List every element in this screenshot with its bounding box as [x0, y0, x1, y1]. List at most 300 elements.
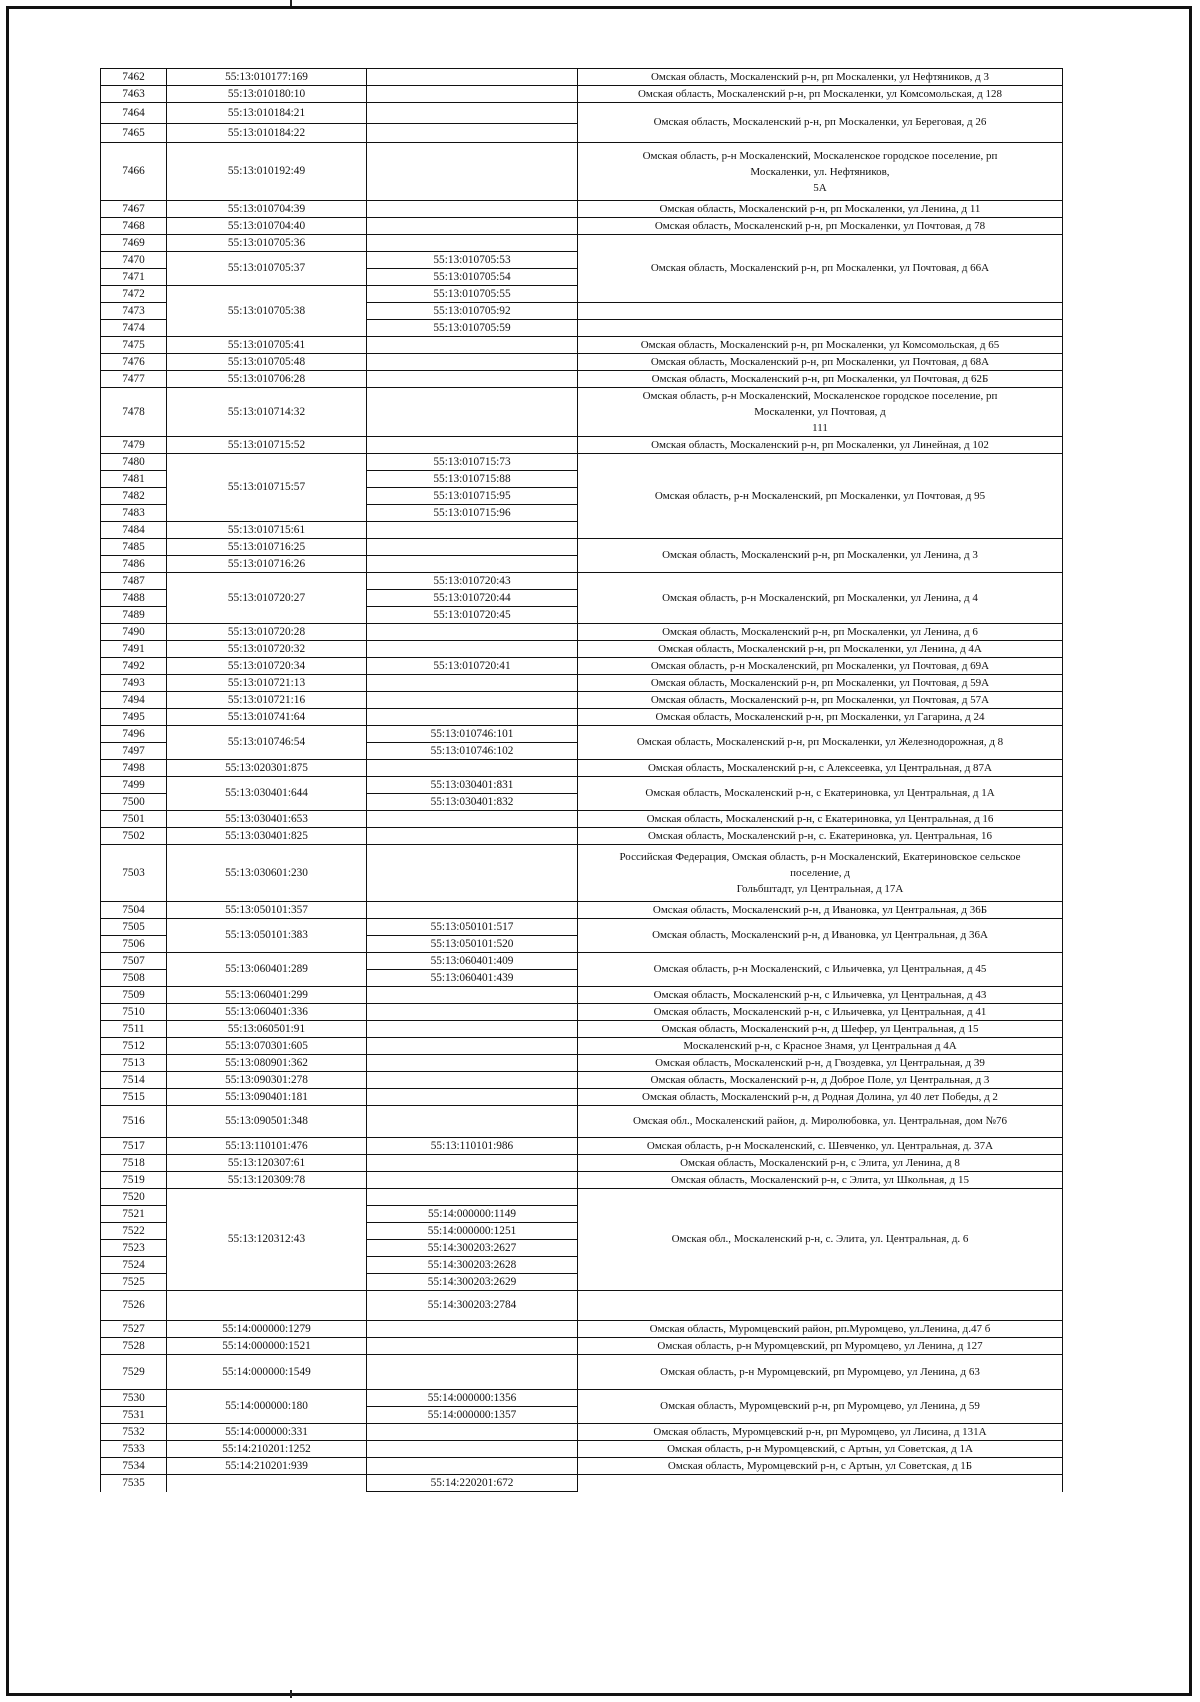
linked-cadastral-number: 55:13:010705:53 [367, 252, 578, 269]
cadastral-number: 55:13:010704:40 [167, 218, 367, 235]
linked-cadastral-number: 55:14:300203:2628 [367, 1257, 578, 1274]
table-row [101, 354, 1063, 371]
row-number: 7490 [101, 624, 167, 641]
table-row [101, 1072, 1063, 1089]
linked-cadastral-number [367, 1072, 578, 1089]
address-cell [578, 388, 1063, 437]
linked-cadastral-number: 55:14:300203:2627 [367, 1240, 578, 1257]
cadastral-number: 55:13:030401:644 [167, 777, 367, 811]
cadastral-number: 55:13:010716:26 [167, 556, 367, 573]
linked-cadastral-number: 55:13:060401:409 [367, 953, 578, 970]
linked-cadastral-number [367, 371, 578, 388]
cadastral-number: 55:13:010721:16 [167, 692, 367, 709]
row-number: 7484 [101, 522, 167, 539]
cadastral-number: 55:14:000000:1521 [167, 1338, 367, 1355]
address-cell: Омская область, Москаленский р-н, рп Москаленки, ул Ленина, д 11 [578, 201, 1063, 218]
cadastral-number: 55:14:210201:939 [167, 1458, 367, 1475]
linked-cadastral-number [367, 522, 578, 539]
linked-cadastral-number [367, 828, 578, 845]
address-cell: Омская область, Москаленский р-н, с Екатериновка, ул Центральная, д 16 [578, 811, 1063, 828]
table-row [101, 953, 1063, 970]
table-row [101, 1106, 1063, 1138]
linked-cadastral-number [367, 1441, 578, 1458]
row-number: 7485 [101, 539, 167, 556]
row-number: 7470 [101, 252, 167, 269]
cadastral-number: 55:13:010705:37 [167, 252, 367, 286]
table-row [101, 987, 1063, 1004]
row-number: 7487 [101, 573, 167, 590]
row-number: 7498 [101, 760, 167, 777]
cadastral-number: 55:13:120307:61 [167, 1155, 367, 1172]
row-number: 7468 [101, 218, 167, 235]
cadastral-number: 55:13:010192:49 [167, 143, 367, 201]
row-number: 7465 [101, 124, 167, 143]
row-number: 7516 [101, 1106, 167, 1138]
row-number: 7493 [101, 675, 167, 692]
address-cell: Омская область, Москаленский р-н, д Ивановка, ул Центральная, д 36Б [578, 902, 1063, 919]
linked-cadastral-number: 55:14:000000:1357 [367, 1407, 578, 1424]
table-row [101, 143, 1063, 201]
cadastral-number: 55:14:000000:180 [167, 1390, 367, 1424]
cadastral-number: 55:13:030601:230 [167, 845, 367, 902]
table-row [101, 1004, 1063, 1021]
row-number: 7483 [101, 505, 167, 522]
row-number: 7501 [101, 811, 167, 828]
table-row [101, 1089, 1063, 1106]
row-number: 7489 [101, 607, 167, 624]
table-row [101, 1138, 1063, 1155]
table-row [101, 658, 1063, 675]
linked-cadastral-number [367, 811, 578, 828]
row-number: 7533 [101, 1441, 167, 1458]
address-cell: Омская область, Москаленский р-н, рп Москаленки, ул Почтовая, д 68А [578, 354, 1063, 371]
row-number: 7525 [101, 1274, 167, 1291]
linked-cadastral-number [367, 1424, 578, 1441]
cadastral-number: 55:13:010715:57 [167, 454, 367, 522]
row-number: 7512 [101, 1038, 167, 1055]
row-number: 7478 [101, 388, 167, 437]
cadastral-number: 55:13:010720:28 [167, 624, 367, 641]
table-row [101, 1475, 1063, 1492]
address-cell: Омская область, р-н Москаленский, рп Москаленки, ул Почтовая, д 95 [578, 454, 1063, 539]
row-number: 7528 [101, 1338, 167, 1355]
row-number: 7473 [101, 303, 167, 320]
cadastral-number: 55:13:030401:825 [167, 828, 367, 845]
row-number: 7492 [101, 658, 167, 675]
table-row [101, 1021, 1063, 1038]
address-cell: Омская область, Москаленский р-н, рп Москаленки, ул Ленина, д 6 [578, 624, 1063, 641]
linked-cadastral-number [367, 69, 578, 86]
table-row [101, 1155, 1063, 1172]
address-cell [578, 303, 1063, 320]
linked-cadastral-number: 55:13:010715:96 [367, 505, 578, 522]
linked-cadastral-number: 55:13:060401:439 [367, 970, 578, 987]
linked-cadastral-number [367, 1155, 578, 1172]
row-number: 7515 [101, 1089, 167, 1106]
linked-cadastral-number: 55:13:010715:88 [367, 471, 578, 488]
row-number: 7477 [101, 371, 167, 388]
address-cell [578, 845, 1063, 902]
linked-cadastral-number [367, 641, 578, 658]
scan-tick-top [290, 0, 292, 6]
registry-body [101, 69, 1063, 1492]
table-row [101, 692, 1063, 709]
row-number: 7481 [101, 471, 167, 488]
address-cell: Омская область, Москаленский р-н, рп Москаленки, ул Почтовая, д 66А [578, 235, 1063, 303]
cadastral-number: 55:13:010180:10 [167, 86, 367, 103]
table-row [101, 454, 1063, 471]
address-cell: Омская область, Муромцевский район, рп.Муромцево, ул.Ленина, д.47 б [578, 1321, 1063, 1338]
address-cell [578, 1475, 1063, 1492]
linked-cadastral-number [367, 845, 578, 902]
address-cell: Омская область, Москаленский р-н, д Шефер, ул Центральная, д 15 [578, 1021, 1063, 1038]
row-number: 7508 [101, 970, 167, 987]
address-cell: Омская область, Москаленский р-н, рп Москаленки, ул Линейная, д 102 [578, 437, 1063, 454]
cadastral-number: 55:13:010184:21 [167, 103, 367, 124]
row-number: 7475 [101, 337, 167, 354]
table-row [101, 1055, 1063, 1072]
row-number: 7494 [101, 692, 167, 709]
address-cell: Омская область, Москаленский р-н, рп Москаленки, ул Комсомольская, д 65 [578, 337, 1063, 354]
table-row [101, 235, 1063, 252]
row-number: 7521 [101, 1206, 167, 1223]
table-row [101, 69, 1063, 86]
address-cell: Омская область, Москаленский р-н, рп Москаленки, ул Почтовая, д 59А [578, 675, 1063, 692]
table-row [101, 1458, 1063, 1475]
cadastral-number: 55:13:070301:605 [167, 1038, 367, 1055]
row-number: 7480 [101, 454, 167, 471]
linked-cadastral-number [367, 624, 578, 641]
table-row [101, 103, 1063, 124]
row-number: 7505 [101, 919, 167, 936]
row-number: 7462 [101, 69, 167, 86]
row-number: 7522 [101, 1223, 167, 1240]
row-number: 7496 [101, 726, 167, 743]
linked-cadastral-number [367, 337, 578, 354]
row-number: 7502 [101, 828, 167, 845]
linked-cadastral-number [367, 354, 578, 371]
row-number: 7499 [101, 777, 167, 794]
cadastral-number: 55:13:080901:362 [167, 1055, 367, 1072]
linked-cadastral-number: 55:13:010720:43 [367, 573, 578, 590]
linked-cadastral-number: 55:13:010715:95 [367, 488, 578, 505]
row-number: 7464 [101, 103, 167, 124]
cadastral-number: 55:14:000000:331 [167, 1424, 367, 1441]
address-cell: Омская область, Москаленский р-н, с Элита, ул Школьная, д 15 [578, 1172, 1063, 1189]
row-number: 7513 [101, 1055, 167, 1072]
table-row [101, 1189, 1063, 1206]
linked-cadastral-number: 55:13:030401:831 [367, 777, 578, 794]
address-cell [578, 143, 1063, 201]
linked-cadastral-number [367, 1055, 578, 1072]
cadastral-number: 55:13:060401:299 [167, 987, 367, 1004]
linked-cadastral-number: 55:13:010715:73 [367, 454, 578, 471]
address-cell: Омская область, р-н Муромцевский, рп Муромцево, ул Ленина, д 127 [578, 1338, 1063, 1355]
address-line: Москаленки, ул. Нефтяников, [750, 165, 890, 178]
table-row [101, 902, 1063, 919]
cadastral-number: 55:13:010714:32 [167, 388, 367, 437]
linked-cadastral-number: 55:13:050101:517 [367, 919, 578, 936]
linked-cadastral-number: 55:13:050101:520 [367, 936, 578, 953]
table-row [101, 337, 1063, 354]
cadastral-number: 55:13:020301:875 [167, 760, 367, 777]
cadastral-number: 55:13:010715:61 [167, 522, 367, 539]
cadastral-number: 55:13:060401:289 [167, 953, 367, 987]
linked-cadastral-number [367, 235, 578, 252]
table-row [101, 1172, 1063, 1189]
address-line: 5А [813, 181, 827, 194]
linked-cadastral-number [367, 103, 578, 124]
address-cell: Омская область, Москаленский р-н, рп Москаленки, ул Комсомольская, д 128 [578, 86, 1063, 103]
row-number: 7469 [101, 235, 167, 252]
row-number: 7529 [101, 1355, 167, 1390]
row-number: 7517 [101, 1138, 167, 1155]
linked-cadastral-number: 55:14:000000:1149 [367, 1206, 578, 1223]
cadastral-number: 55:13:010705:36 [167, 235, 367, 252]
row-number: 7509 [101, 987, 167, 1004]
cadastral-number: 55:14:210201:1252 [167, 1441, 367, 1458]
address-cell: Омская область, р-н Москаленский, с. Шевченко, ул. Центральная, д. 37А [578, 1138, 1063, 1155]
row-number: 7534 [101, 1458, 167, 1475]
table-row [101, 1338, 1063, 1355]
cadastral-number: 55:13:010705:41 [167, 337, 367, 354]
linked-cadastral-number: 55:13:010746:102 [367, 743, 578, 760]
table-row [101, 388, 1063, 437]
table-row [101, 828, 1063, 845]
row-number: 7472 [101, 286, 167, 303]
address-cell: Омская обл., Москаленский р-н, с. Элита, ул. Центральная, д. 6 [578, 1189, 1063, 1291]
table-row [101, 201, 1063, 218]
table-row [101, 919, 1063, 936]
table-row [101, 218, 1063, 235]
row-number: 7518 [101, 1155, 167, 1172]
row-number: 7506 [101, 936, 167, 953]
address-cell: Омская область, Москаленский р-н, рп Москаленки, ул Ленина, д 3 [578, 539, 1063, 573]
row-number: 7524 [101, 1257, 167, 1274]
linked-cadastral-number: 55:13:010705:54 [367, 269, 578, 286]
linked-cadastral-number [367, 86, 578, 103]
table-row [101, 573, 1063, 590]
row-number: 7495 [101, 709, 167, 726]
table-row [101, 811, 1063, 828]
row-number: 7488 [101, 590, 167, 607]
table-row [101, 760, 1063, 777]
address-line: Омская область, р-н Москаленский, Москаленское городское поселение, рп [642, 390, 998, 402]
row-number: 7530 [101, 1390, 167, 1407]
table-row [101, 1441, 1063, 1458]
address-line: Российская Федерация, Омская область, р-н Москаленский, Екатериновское сельское [619, 851, 1021, 863]
table-row [101, 86, 1063, 103]
row-number: 7491 [101, 641, 167, 658]
table-row [101, 1038, 1063, 1055]
table-row [101, 709, 1063, 726]
row-number: 7507 [101, 953, 167, 970]
address-cell: Омская область, р-н Муромцевский, с Артын, ул Советская, д 1А [578, 1441, 1063, 1458]
linked-cadastral-number: 55:13:010705:59 [367, 320, 578, 337]
linked-cadastral-number [367, 1458, 578, 1475]
linked-cadastral-number [367, 556, 578, 573]
row-number: 7514 [101, 1072, 167, 1089]
row-number: 7482 [101, 488, 167, 505]
row-number: 7504 [101, 902, 167, 919]
row-number: 7474 [101, 320, 167, 337]
linked-cadastral-number: 55:14:300203:2784 [367, 1291, 578, 1321]
cadastral-number: 55:13:010184:22 [167, 124, 367, 143]
table-row [101, 675, 1063, 692]
address-cell: Омская область, Муромцевский р-н, рп Муромцево, ул Ленина, д 59 [578, 1390, 1063, 1424]
address-cell: Омская область, Москаленский р-н, рп Москаленки, ул Почтовая, д 57А [578, 692, 1063, 709]
linked-cadastral-number [367, 201, 578, 218]
address-cell: Омская область, р-н Москаленский, рп Москаленки, ул Ленина, д 4 [578, 573, 1063, 624]
address-cell: Омская область, Москаленский р-н, д Доброе Поле, ул Центральная, д 3 [578, 1072, 1063, 1089]
address-cell: Омская область, Москаленский р-н, с. Екатериновка, ул. Центральная, 16 [578, 828, 1063, 845]
cadastral-number [167, 1475, 367, 1492]
address-cell: Омская область, р-н Москаленский, рп Москаленки, ул Почтовая, д 69А [578, 658, 1063, 675]
address-cell: Омская область, Москаленский р-н, рп Москаленки, ул Железнодорожная, д 8 [578, 726, 1063, 760]
linked-cadastral-number [367, 1089, 578, 1106]
linked-cadastral-number: 55:13:030401:832 [367, 794, 578, 811]
cadastral-number: 55:14:000000:1279 [167, 1321, 367, 1338]
scan-tick-bottom [290, 1690, 292, 1698]
table-row [101, 641, 1063, 658]
table-row [101, 437, 1063, 454]
linked-cadastral-number: 55:13:010720:41 [367, 658, 578, 675]
linked-cadastral-number [367, 987, 578, 1004]
linked-cadastral-number [367, 1106, 578, 1138]
cadastral-number: 55:13:010720:32 [167, 641, 367, 658]
cadastral-number: 55:13:010715:52 [167, 437, 367, 454]
address-cell: Омская область, Москаленский р-н, с Элита, ул Ленина, д 8 [578, 1155, 1063, 1172]
linked-cadastral-number: 55:13:010705:55 [367, 286, 578, 303]
linked-cadastral-number: 55:14:300203:2629 [367, 1274, 578, 1291]
row-number: 7471 [101, 269, 167, 286]
cadastral-number: 55:13:090401:181 [167, 1089, 367, 1106]
table-row [101, 624, 1063, 641]
linked-cadastral-number: 55:13:010720:44 [367, 590, 578, 607]
row-number: 7511 [101, 1021, 167, 1038]
cadastral-number: 55:13:090301:278 [167, 1072, 367, 1089]
cadastral-number: 55:13:010177:169 [167, 69, 367, 86]
address-cell: Омская область, Муромцевский р-н, рп Муромцево, ул Лисина, д 131А [578, 1424, 1063, 1441]
table-row [101, 1291, 1063, 1321]
table-row [101, 1321, 1063, 1338]
row-number: 7463 [101, 86, 167, 103]
row-number: 7486 [101, 556, 167, 573]
address-cell: Омская область, Москаленский р-н, рп Москаленки, ул Гагарина, д 24 [578, 709, 1063, 726]
cadastral-number: 55:13:060401:336 [167, 1004, 367, 1021]
linked-cadastral-number [367, 1172, 578, 1189]
cadastral-number: 55:13:010705:38 [167, 286, 367, 337]
cadastral-number: 55:13:010721:13 [167, 675, 367, 692]
linked-cadastral-number: 55:13:110101:986 [367, 1138, 578, 1155]
address-cell: Омская область, р-н Муромцевский, рп Муромцево, ул Ленина, д 63 [578, 1355, 1063, 1390]
address-cell: Омская область, Москаленский р-н, рп Москаленки, ул Береговая, д 26 [578, 103, 1063, 143]
address-cell [578, 320, 1063, 337]
cadastral-number: 55:13:030401:653 [167, 811, 367, 828]
row-number: 7527 [101, 1321, 167, 1338]
cadastral-number: 55:13:050101:357 [167, 902, 367, 919]
table-row [101, 1355, 1063, 1390]
table-row [101, 539, 1063, 556]
linked-cadastral-number [367, 539, 578, 556]
address-cell: Омская область, Москаленский р-н, с Алексеевка, ул Центральная, д 87А [578, 760, 1063, 777]
table-row [101, 1390, 1063, 1407]
cadastral-number: 55:13:010704:39 [167, 201, 367, 218]
row-number: 7466 [101, 143, 167, 201]
cadastral-number: 55:13:010741:64 [167, 709, 367, 726]
property-registry-table [100, 68, 1063, 1492]
row-number: 7467 [101, 201, 167, 218]
linked-cadastral-number: 55:13:010720:45 [367, 607, 578, 624]
address-cell: Омская область, Москаленский р-н, д Родная Долина, ул 40 лет Победы, д 2 [578, 1089, 1063, 1106]
cadastral-number: 55:13:120312:43 [167, 1189, 367, 1291]
address-line: Гольбштадт, ул Центральная, д 17А [736, 883, 904, 895]
cadastral-number [167, 1291, 367, 1321]
table-row [101, 845, 1063, 902]
linked-cadastral-number: 55:13:010746:101 [367, 726, 578, 743]
address-line: Москаленки, ул Почтовая, д [754, 406, 886, 418]
cadastral-number: 55:13:050101:383 [167, 919, 367, 953]
cadastral-number: 55:13:010746:54 [167, 726, 367, 760]
row-number: 7520 [101, 1189, 167, 1206]
linked-cadastral-number [367, 388, 578, 437]
cadastral-number: 55:13:120309:78 [167, 1172, 367, 1189]
address-cell: Омская область, Москаленский р-н, рп Москаленки, ул Почтовая, д 62Б [578, 371, 1063, 388]
linked-cadastral-number [367, 1321, 578, 1338]
linked-cadastral-number: 55:13:010705:92 [367, 303, 578, 320]
row-number: 7519 [101, 1172, 167, 1189]
linked-cadastral-number [367, 760, 578, 777]
linked-cadastral-number [367, 709, 578, 726]
address-cell: Омская область, Москаленский р-н, рп Москаленки, ул Ленина, д 4А [578, 641, 1063, 658]
linked-cadastral-number [367, 692, 578, 709]
cadastral-number: 55:13:010716:25 [167, 539, 367, 556]
address-cell: Москаленский р-н, с Красное Знамя, ул Центральная д 4А [578, 1038, 1063, 1055]
table-row [101, 371, 1063, 388]
cadastral-number: 55:13:010720:27 [167, 573, 367, 624]
cadastral-number: 55:14:000000:1549 [167, 1355, 367, 1390]
address-line: Омская область, р-н Москаленский, Москаленское городское поселение, рп [642, 149, 998, 162]
linked-cadastral-number: 55:14:220201:672 [367, 1475, 578, 1492]
address-line: поселение, д [790, 867, 850, 879]
row-number: 7497 [101, 743, 167, 760]
cadastral-number: 55:13:010706:28 [167, 371, 367, 388]
linked-cadastral-number [367, 1338, 578, 1355]
linked-cadastral-number [367, 437, 578, 454]
linked-cadastral-number [367, 143, 578, 201]
linked-cadastral-number [367, 218, 578, 235]
table-row [101, 1424, 1063, 1441]
address-cell: Омская область, р-н Москаленский, с Ильичевка, ул Центральная, д 45 [578, 953, 1063, 987]
linked-cadastral-number [367, 1189, 578, 1206]
linked-cadastral-number [367, 1021, 578, 1038]
row-number: 7503 [101, 845, 167, 902]
cadastral-number: 55:13:010720:34 [167, 658, 367, 675]
address-cell: Омская область, Москаленский р-н, с Екатериновка, ул Центральная, д 1А [578, 777, 1063, 811]
address-cell: Омская обл., Москаленский район, д. Миролюбовка, ул. Центральная, дом №76 [578, 1106, 1063, 1138]
linked-cadastral-number [367, 1004, 578, 1021]
address-cell: Омская область, Москаленский р-н, с Ильичевка, ул Центральная, д 41 [578, 1004, 1063, 1021]
address-line: 111 [812, 422, 828, 434]
cadastral-number: 55:13:060501:91 [167, 1021, 367, 1038]
linked-cadastral-number [367, 902, 578, 919]
linked-cadastral-number [367, 124, 578, 143]
linked-cadastral-number: 55:14:000000:1251 [367, 1223, 578, 1240]
address-cell: Омская область, Москаленский р-н, с Ильичевка, ул Центральная, д 43 [578, 987, 1063, 1004]
cadastral-number: 55:13:110101:476 [167, 1138, 367, 1155]
linked-cadastral-number: 55:14:000000:1356 [367, 1390, 578, 1407]
cadastral-number: 55:13:010705:48 [167, 354, 367, 371]
